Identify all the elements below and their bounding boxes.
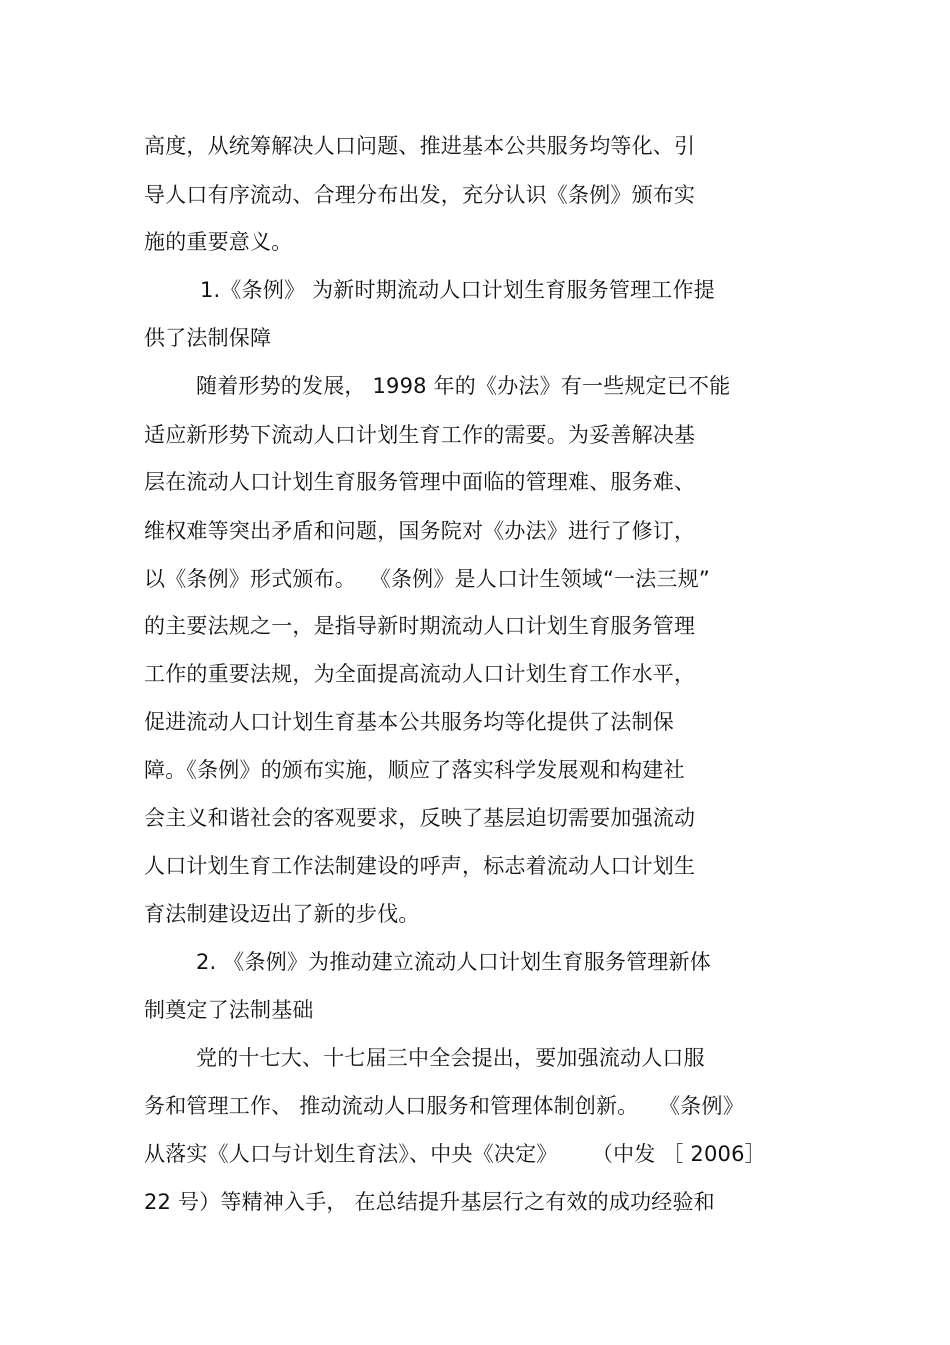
text-line-10: 以《条例》形式颁布。 《条例》是人口计生领域“一法三规”: [144, 567, 710, 591]
text-line-20: 党的十七大、十七届三中全会提出，要加强流动人口服: [196, 1046, 705, 1070]
text-line-16: 人口计划生育工作法制建设的呼声，标志着流动人口计划生: [144, 854, 696, 878]
text-line-1: 高度，从统筹解决人口问题、推进基本公共服务均等化、引: [144, 134, 696, 158]
section-heading-1: 1.《条例》 为新时期流动人口计划生育服务管理工作提: [200, 278, 715, 302]
text-line-17: 育法制建设迈出了新的步伐。: [144, 902, 420, 926]
text-line-19: 制奠定了法制基础: [144, 998, 314, 1022]
text-line-3: 施的重要意义。: [144, 230, 293, 254]
text-line-2: 导人口有序流动、合理分布出发，充分认识《条例》颁布实: [144, 183, 696, 207]
text-line-21: 务和管理工作、 推动流动人口服务和管理体制创新。 《条例》: [144, 1094, 744, 1118]
text-line-8: 层在流动人口计划生育服务管理中面临的管理难、服务难、: [144, 470, 696, 494]
text-line-14: 障。《条例》的颁布实施，顺应了落实科学发展观和构建社: [144, 758, 685, 782]
section-heading-2: 2. 《条例》为推动建立流动人口计划生育服务管理新体: [196, 950, 711, 974]
text-line-23: 22 号）等精神入手， 在总结提升基层行之有效的成功经验和: [144, 1190, 715, 1214]
text-line-6: 随着形势的发展， 1998 年的《办法》有一些规定已不能: [196, 374, 731, 398]
text-line-11: 的主要法规之一，是指导新时期流动人口计划生育服务管理: [144, 614, 696, 638]
text-line-13: 促进流动人口计划生育基本公共服务均等化提供了法制保: [144, 710, 674, 734]
text-line-15: 会主义和谐社会的客观要求，反映了基层迫切需要加强流动: [144, 806, 696, 830]
text-line-7: 适应新形势下流动人口计划生育工作的需要。为妥善解决基: [144, 423, 696, 447]
text-line-12: 工作的重要法规，为全面提高流动人口计划生育工作水平，: [144, 662, 696, 686]
text-line-5: 供了法制保障: [144, 326, 272, 350]
text-line-22: 从落实《人口与计划生育法》、中央《决定》 （中发 ［ 2006］: [144, 1142, 766, 1166]
text-line-9: 维权难等突出矛盾和问题，国务院对《办法》进行了修订，: [144, 519, 696, 543]
